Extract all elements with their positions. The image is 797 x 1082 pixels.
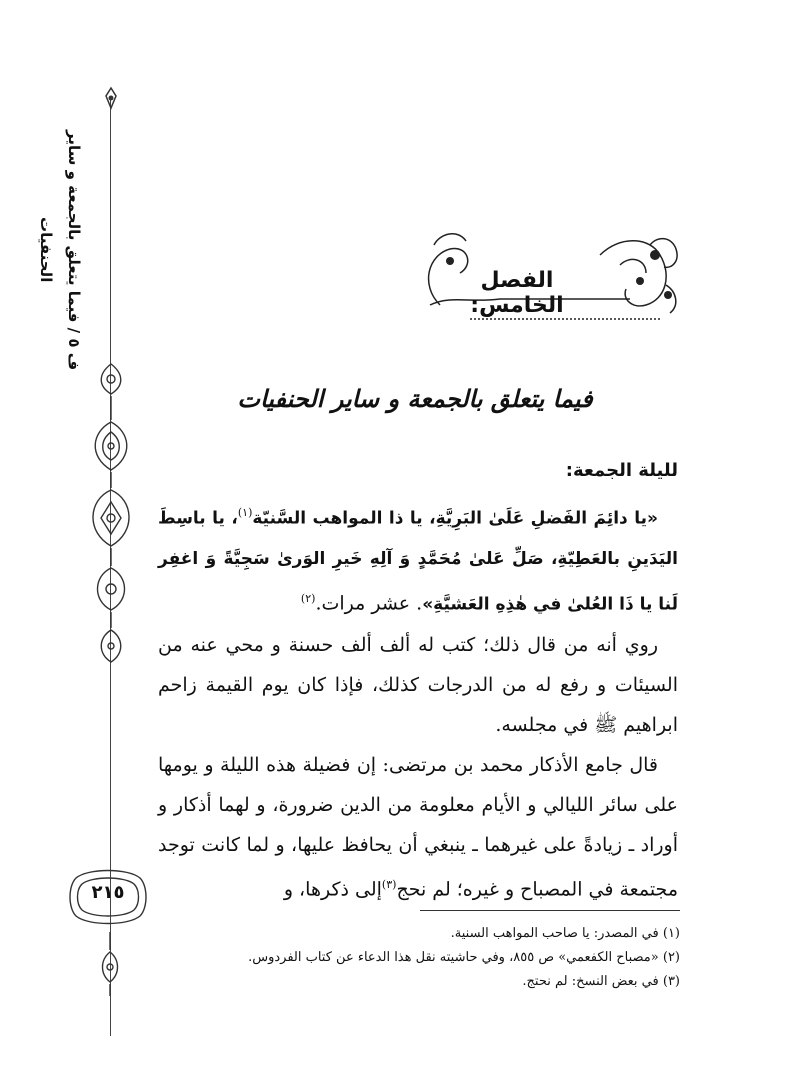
sub-heading: لليلة الجمعة: — [565, 460, 678, 481]
footnote-ref-3: (٣) — [381, 877, 397, 891]
compiler-text-part1: قال جامع الأذكار محمد بن مرتضى: إن فضيلة هذه الليلة و يومها على سائر الليالي و الأيام معلومة من الدين ضرورة، و لهما أذكار و أوراد ـ زيادةً على غيرهما ـ ينبغي أن يحافظ عليها، و لما كانت توجد مجتمعة في المصباح و غيره؛ لم نحج — [158, 753, 678, 900]
dua-paragraph — [158, 493, 678, 625]
compiler-text-part2: إلى ذكرها، و — [283, 877, 382, 900]
body-text — [158, 460, 678, 909]
dua-text-part1: «يا دائِمَ الفَضلِ عَلَىٰ البَرِيَّةِ، يا ذا المواهب السَّنيّة — [252, 508, 658, 529]
chapter-title: الفصل الخامس: — [470, 268, 564, 318]
margin-floral-ornament — [84, 360, 138, 680]
footnote-2: (٢) «مصباح الكفعمي» ص ٨٥٥، وفي حاشيته نقل هذا الدعاء عن كتاب الفردوس. — [248, 950, 680, 965]
footnote-separator — [420, 910, 680, 911]
footnote-3: (٣) في بعض النسخ: لم نحتج. — [522, 974, 680, 989]
top-finial-ornament — [96, 86, 126, 110]
dua-text-part2: ، يا باسِطَ اليَدَينِ بالعَطِيّةِ، صَلِّ عَلىٰ مُحَمَّدٍ وَ آلِهِ خَيرِ الوَرىٰ سَجِيَّةً وَ اغفِر لَنا يا ذَا العُلىٰ في هٰذِهِ العَشيَّةِ» — [158, 508, 678, 615]
bottom-finial-ornament — [94, 930, 126, 1000]
page-number: ٢١٥ — [91, 882, 125, 903]
narration-paragraph: روي أنه من قال ذلك؛ كتب له ألف ألف حسنة و محي عنه من السيئات و رفع له من الدرجات كذلك، فإذا كان يوم القيمة زاحم ابراهيم ﷺ في مجلسه. — [158, 633, 678, 736]
footnote-ref-1: (١) — [237, 506, 253, 519]
running-head: ف ٥ / فيما يتعلق بالجمعة و ساير الحنفيات — [37, 129, 83, 371]
footnotes — [180, 922, 680, 994]
compiler-paragraph — [158, 745, 678, 909]
footnote-ref-2: (٢) — [300, 592, 316, 606]
footnote-1: (١) في المصدر: يا صاحب المواهب السنية. — [450, 926, 680, 941]
section-title: فيما يتعلق بالجمعة و ساير الحنفيات — [237, 385, 593, 413]
dua-repeat-note: . عشر مرات. — [315, 592, 423, 615]
